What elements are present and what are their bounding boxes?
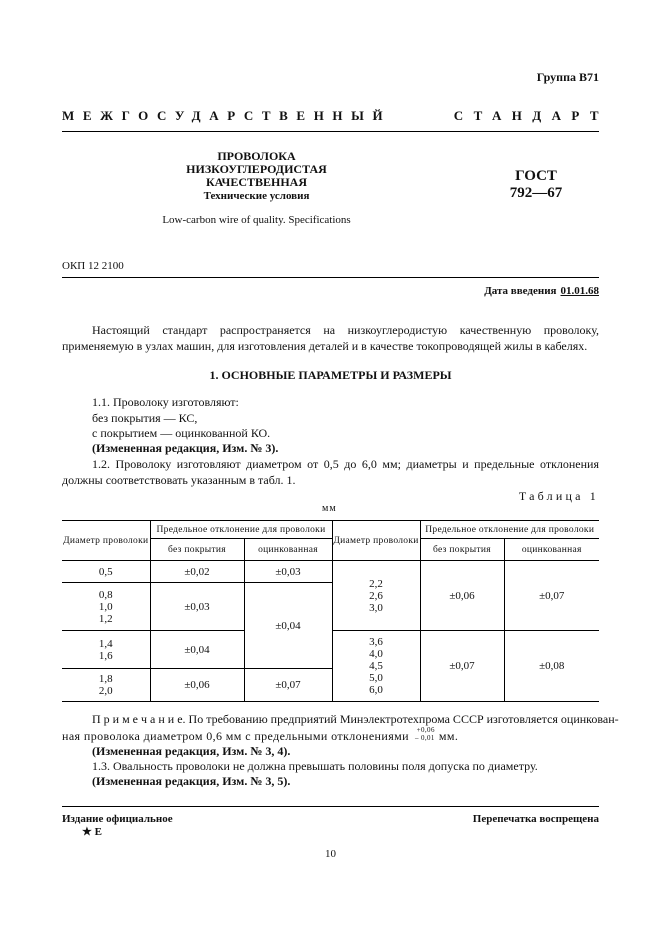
- header-galvanized-right: оцинкованная: [504, 539, 599, 561]
- header-tolerance-left: Предельное отклонение для проволоки: [150, 521, 332, 539]
- table-cell: ±0,06: [150, 669, 244, 702]
- table-cell: ±0,08: [504, 631, 599, 702]
- table-cell: ±0,07: [504, 561, 599, 631]
- table-cell: [62, 669, 150, 702]
- table-cell-line: 2,6: [369, 589, 383, 602]
- table-cell: ±0,03: [150, 583, 244, 631]
- intro-paragraph: Настоящий стандарт распространяется на низкоуглеродистую качественную проволоку, применяемую в узлах машин, для изготовления деталей и в качестве токопроводящей жилы в кабелях.: [62, 323, 599, 353]
- tolerance-upper: +0,06: [416, 726, 435, 735]
- table-cell: [332, 631, 420, 702]
- header-rule: [62, 131, 599, 132]
- table-cell: 0,5: [62, 561, 150, 583]
- note-text-2: ная проволока диаметром 0,6 мм с предельными отклонениями: [62, 729, 409, 743]
- english-title: Low-carbon wire of quality. Specifications: [162, 214, 351, 226]
- effective-date-label: Дата введения: [484, 285, 557, 297]
- standard-banner: [62, 108, 609, 124]
- header-galvanized-left: оцинкованная: [244, 539, 332, 561]
- banner-word-standard: СТАНДАРТ: [453, 108, 609, 123]
- table-cell: ±0,02: [150, 561, 244, 583]
- clause-1-1: 1.1. Проволоку изготовляют:: [92, 395, 239, 409]
- table-note-line-2: [62, 726, 459, 745]
- table-cell: ±0,04: [150, 631, 244, 669]
- table-cell-line: 1,0: [98, 600, 113, 613]
- table-cell-line: 1,8: [98, 673, 113, 685]
- gost-label: ГОСТ: [515, 168, 557, 184]
- table-cell-line: 3,0: [369, 601, 383, 614]
- header-diameter-right: Диаметр проволоки: [332, 521, 420, 561]
- table-cell-line: 2,0: [98, 685, 113, 697]
- table-cell-line: 1,2: [98, 612, 113, 625]
- table-cell-line: 2,2: [369, 577, 383, 590]
- amendment-note-3: (Измененная редакция, Изм. № 3, 5).: [92, 774, 291, 788]
- table-cell-line: 1,4: [98, 637, 113, 650]
- table-cell-line: 4,5: [369, 660, 383, 672]
- note-label: П р и м е ч а н и е.: [92, 712, 186, 726]
- clause-1-1-uncoated: без покрытия — КС,: [92, 411, 198, 425]
- tolerance-lower: – 0,01: [414, 734, 435, 743]
- amendment-note-2: (Измененная редакция, Изм. № 3, 4).: [92, 744, 291, 758]
- edition-marks: ★ Е: [82, 826, 102, 838]
- tolerance-table: [62, 520, 599, 702]
- table-cell: ±0,06: [420, 561, 504, 631]
- table-cell: ±0,04: [244, 583, 332, 669]
- table-cell: ±0,07: [244, 669, 332, 702]
- okp-rule: [62, 277, 599, 278]
- table-cell: [332, 561, 420, 631]
- title-line-2: КАЧЕСТВЕННАЯ: [205, 175, 308, 189]
- header-uncoated-left: без покрытия: [150, 539, 244, 561]
- note-unit: мм.: [438, 729, 459, 743]
- clause-1-2: 1.2. Проволоку изготовляют диаметром от 0,5 до 6,0 мм; диаметры и предельные отклонения должны соответствовать указанным в табл. 1.: [62, 457, 599, 487]
- table-cell-line: 4,0: [369, 648, 383, 660]
- gost-number: 792—67: [509, 185, 563, 201]
- clause-1-3: 1.3. Овальность проволоки не должна превышать половины поля допуска по диаметру.: [92, 759, 538, 773]
- header-uncoated-right: без покрытия: [420, 539, 504, 561]
- table-cell-line: 0,8: [98, 588, 113, 601]
- tolerance-fraction: [415, 726, 435, 742]
- header-tolerance-right: Предельное отклонение для проволоки: [420, 521, 599, 539]
- footer-rule: [62, 806, 599, 807]
- effective-date-value: 01.01.68: [560, 285, 599, 297]
- table-cell: [62, 631, 150, 669]
- group-code: Группа В71: [536, 70, 599, 84]
- title-line-1: ПРОВОЛОКА НИЗКОУГЛЕРОДИСТАЯ: [186, 149, 327, 176]
- banner-word-interstate: МЕЖГОСУДАРСТВЕННЫЙ: [62, 108, 392, 123]
- table-note-line-1: [92, 712, 619, 727]
- effective-date: [484, 285, 599, 297]
- document-subtitle: Технические условия: [203, 190, 310, 202]
- table-caption: Таблица 1: [518, 489, 599, 503]
- table-cell: [62, 583, 150, 631]
- amendment-note-1: (Измененная редакция, Изм. № 3).: [92, 441, 279, 455]
- table-cell-line: 3,6: [369, 636, 383, 648]
- table-cell: ±0,07: [420, 631, 504, 702]
- table-cell: ±0,03: [244, 561, 332, 583]
- table-cell-line: 6,0: [369, 684, 383, 696]
- clause-1-1-coated: с покрытием — оцинкованной КО.: [92, 426, 271, 440]
- reprint-prohibited: Перепечатка воспрещена: [472, 813, 599, 825]
- note-text-1: По требованию предприятий Минэлектротехпрома СССР изготовляется оцинкован-: [188, 712, 619, 726]
- header-diameter-left: Диаметр проволоки: [62, 521, 150, 561]
- table-cell-line: 1,6: [98, 649, 113, 662]
- gost-designation: [500, 168, 572, 202]
- section-heading: 1. ОСНОВНЫЕ ПАРАМЕТРЫ И РАЗМЕРЫ: [209, 368, 452, 382]
- table-cell-line: 5,0: [369, 672, 383, 684]
- page-number: 10: [325, 848, 336, 860]
- official-edition: Издание официальное: [62, 813, 173, 825]
- okp-code: ОКП 12 2100: [62, 260, 124, 272]
- document-title: [150, 150, 363, 189]
- table-unit: мм: [322, 503, 337, 514]
